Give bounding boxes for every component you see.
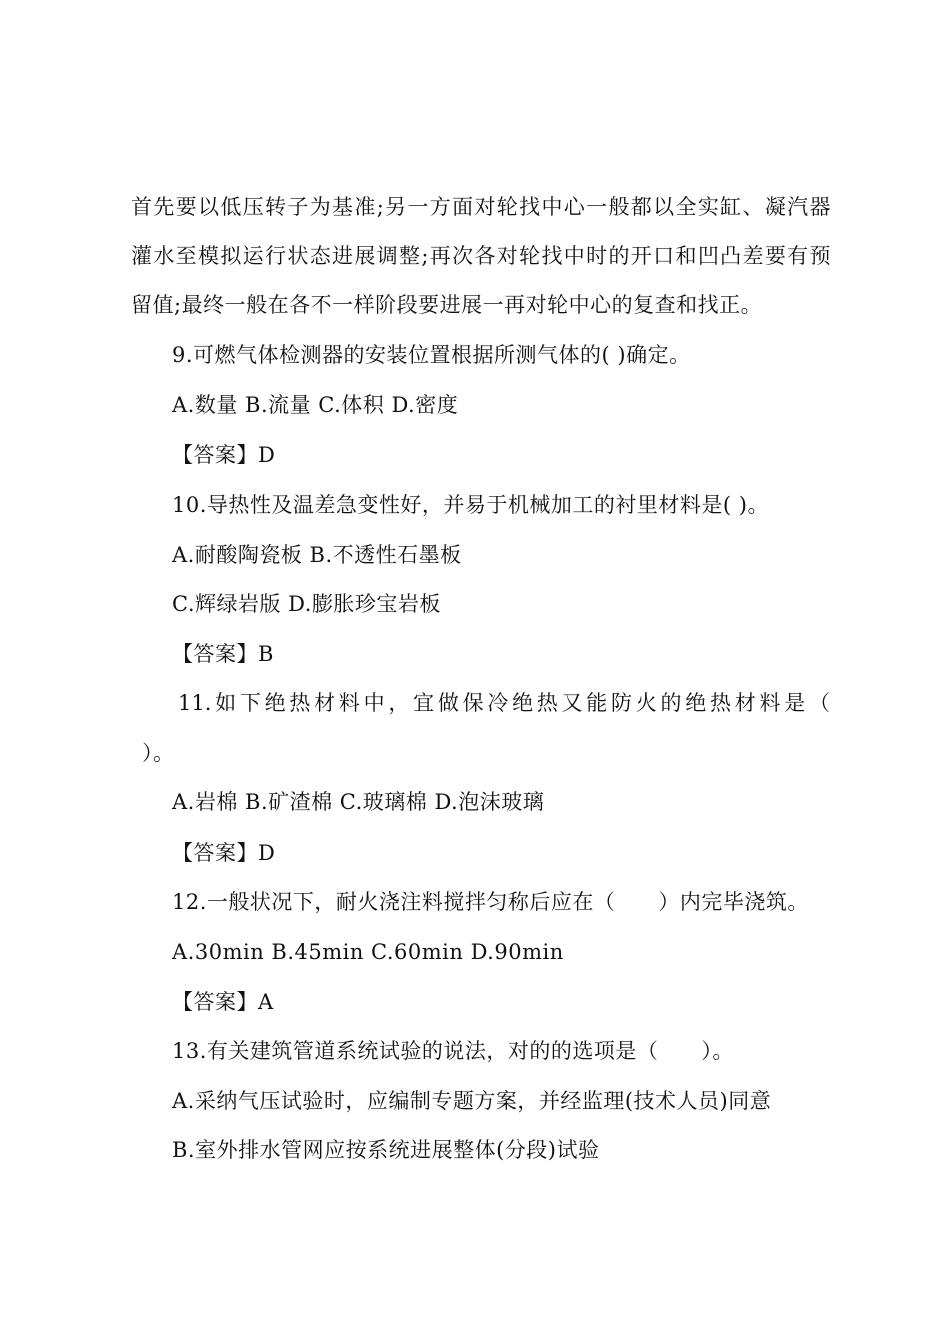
question-10-options-cd: C.辉绿岩版 D.膨胀珍宝岩板 bbox=[172, 592, 441, 616]
question-12-options: A.30min B.45min C.60min D.90min bbox=[172, 940, 564, 964]
question-9-options: A.数量 B.流量 C.体积 D.密度 bbox=[172, 393, 459, 417]
question-10-answer: 【答案】B bbox=[172, 642, 274, 666]
question-13: 13.有关建筑管道系统试验的说法，对的的选项是（ ）。 bbox=[172, 1039, 734, 1063]
question-9: 9.可燃气体检测器的安装位置根据所测气体的( )确定。 bbox=[172, 343, 691, 367]
question-13-option-a: A.采纳气压试验时，应编制专题方案，并经监理(技术人员)同意 bbox=[172, 1089, 772, 1113]
question-11-continuation: ）。 bbox=[142, 741, 175, 765]
question-9-answer: 【答案】D bbox=[172, 443, 276, 467]
question-11-answer: 【答案】D bbox=[172, 841, 276, 865]
paragraph-line-3: 留值;最终一般在各不一样阶段要进展一再对轮中心的复查和找正。 bbox=[131, 293, 763, 317]
question-10-options-ab: A.耐酸陶瓷板 B.不透性石墨板 bbox=[172, 543, 462, 567]
question-11-options: A.岩棉 B.矿渣棉 C.玻璃棉 D.泡沫玻璃 bbox=[172, 790, 545, 814]
paragraph-line-2: 灌水至模拟运行状态进展调整;再次各对轮找中时的开口和凹凸差要有预 bbox=[131, 244, 831, 268]
question-10: 10.导热性及温差急变性好，并易于机械加工的衬里材料是( )。 bbox=[172, 493, 769, 517]
paragraph-line-1: 首先要以低压转子为基准;另一方面对轮找中心一般都以全实缸、凝汽器 bbox=[131, 195, 831, 219]
question-13-option-b: B.室外排水管网应按系统进展整体(分段)试验 bbox=[172, 1138, 600, 1162]
question-11: 11.如下绝热材料中，宜做保冷绝热又能防火的绝热材料是（ bbox=[178, 691, 830, 715]
question-12: 12.一般状况下，耐火浇注料搅拌匀称后应在（ ）内完毕浇筑。 bbox=[172, 890, 809, 914]
question-12-answer: 【答案】A bbox=[172, 990, 274, 1014]
